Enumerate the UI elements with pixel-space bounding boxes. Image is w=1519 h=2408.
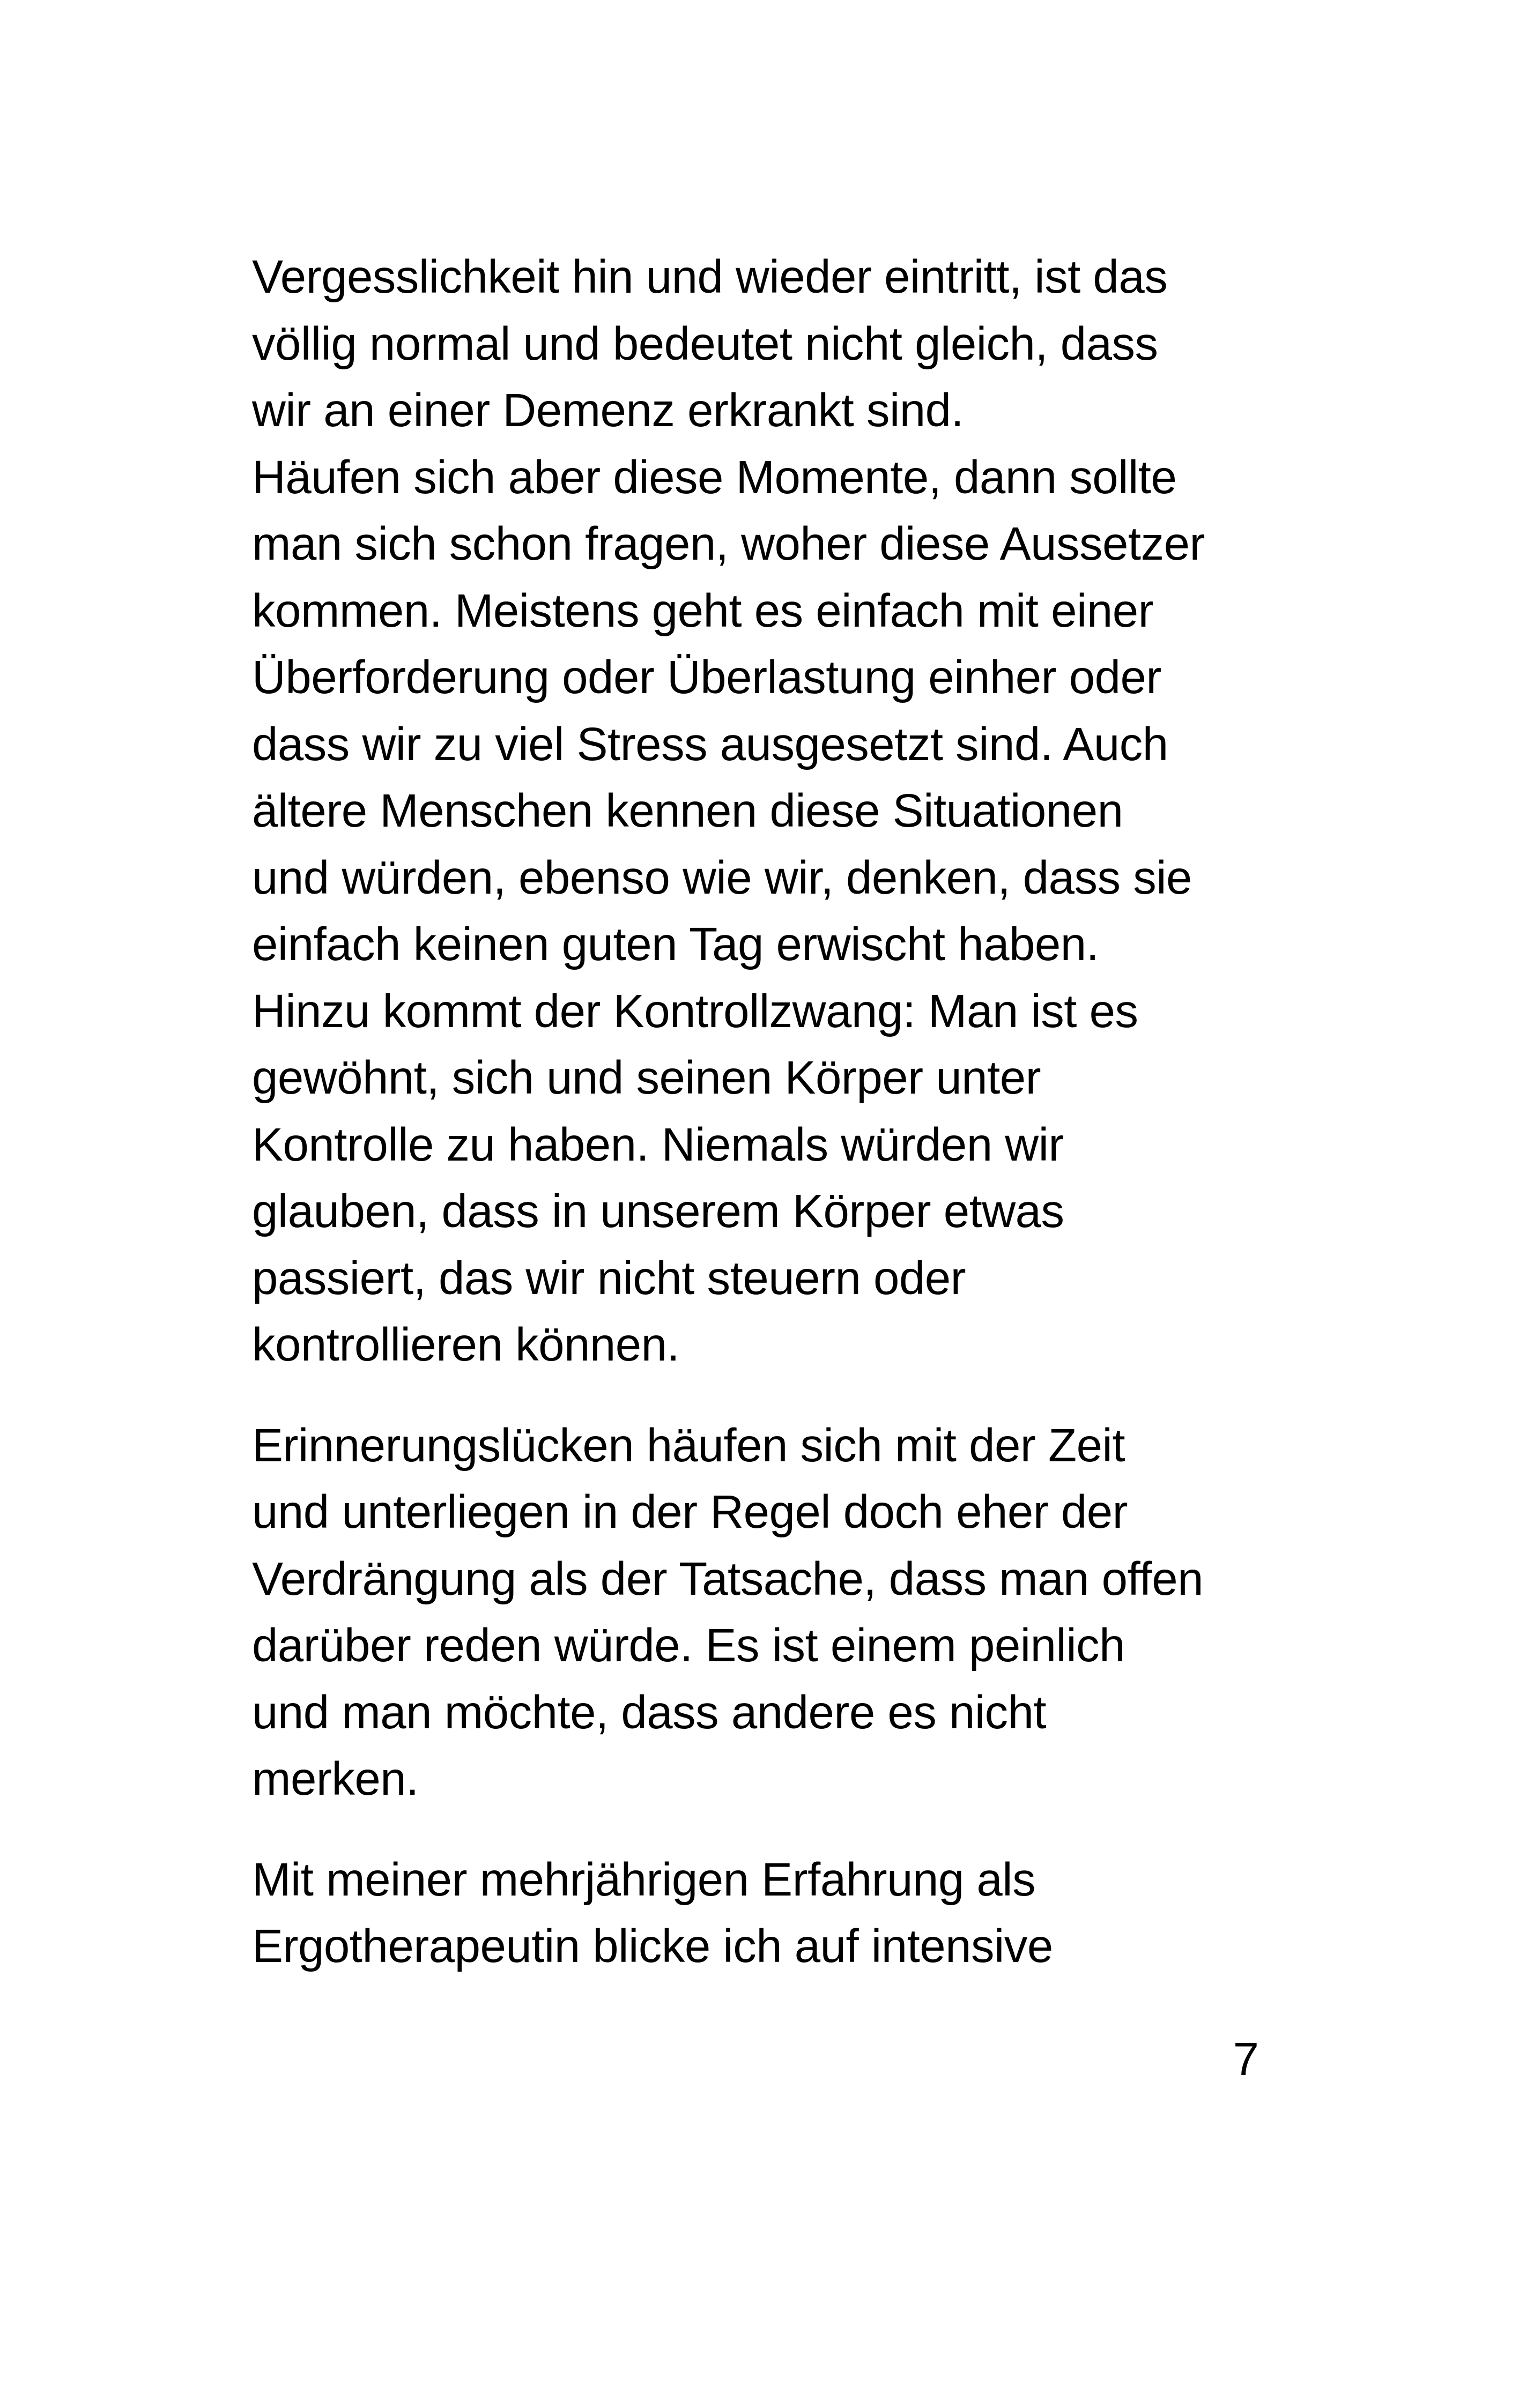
paragraph-1: Vergesslichkeit hin und wieder eintritt, ist das völlig normal und bedeutet nicht gleich, dass wir an einer Demenz erkrankt sind. Häufen sich aber diese Momente, dann sollte man sich schon fragen, woher diese Aussetzer kommen. Meistens geht es einfach mit einer Überforderung oder Überlastung einher oder dass wir zu viel Stress ausgesetzt sind. Auch ältere Menschen kennen diese Situationen und würden, ebenso wie wir, denken, dass sie einfach keinen guten Tag erwischt haben. Hinzu kommt der Kontrollzwang: Man ist es gewöhnt, sich und seinen Körper unter Kontrolle zu haben. Niemals würden wir glauben, dass in unserem Körper etwas passiert, das wir nicht steuern oder kontrollieren können. bbox=[252, 251, 1205, 1371]
paragraph-3: Mit meiner mehrjährigen Erfahrung als Ergotherapeutin blicke ich auf intensive bbox=[252, 1853, 1053, 1972]
paragraph-2: Erinnerungslücken häufen sich mit der Zeit und unterliegen in der Regel doch eher der Verdrängung als der Tatsache, dass man offen darüber reden würde. Es ist einem peinlich und man möchte, dass andere es nicht merken. bbox=[252, 1419, 1203, 1805]
body-text bbox=[252, 244, 1303, 1980]
page-number: 7 bbox=[1233, 2033, 1259, 2085]
